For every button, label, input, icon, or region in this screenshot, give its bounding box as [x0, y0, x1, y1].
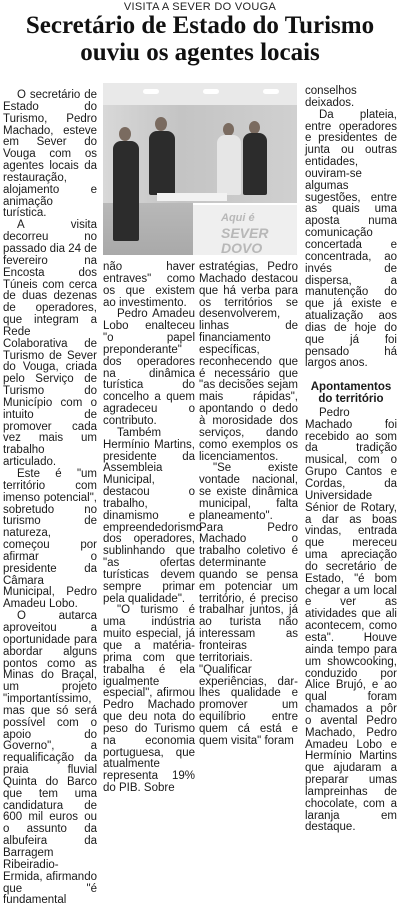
article-column-3 — [199, 262, 298, 748]
article-column-1 — [3, 90, 97, 907]
paragraph: "O turismo é uma indústria muito especial, já que a matéria-prima com que trabalha é ela igualmente especial", afirmou Pedro Machado que deu nota do peso do Turismo na economia portuguesa, que atualmente representa 19% do PIB. Sobre — [103, 604, 195, 795]
photo-lamp — [263, 89, 279, 94]
photo-person — [149, 131, 175, 195]
photo-person-head — [119, 127, 131, 141]
photo-cooking-table — [157, 193, 227, 201]
photo-person — [243, 133, 267, 195]
paragraph: Também Hermínio Martins, presidente da Assembleia Municipal, destacou o trabalho, dinamismo e empreendedorismo dos operadores, sublinhando que "as ofertas turísticas devem sempre primar pela qualidade". — [103, 426, 203, 605]
photo-person-head — [155, 117, 167, 131]
brand-line: DOVO — [221, 240, 263, 255]
brand-line: Aqui é — [221, 212, 255, 224]
headline-line-2: ouviu os agentes locais — [80, 39, 320, 66]
paragraph: A visita decorreu no passado dia 24 de fevereiro na Encosta dos Túneis com cerca de duas dezenas de operadores, que integram a Rede Colaborativa de Turismo de Sever do Vouga, criada pelo Serviço de Turismo do Município com o intuito de promover cada vez mais um trabalho articulado. — [3, 219, 97, 469]
photo-ceiling — [103, 83, 297, 105]
brand-line: SEVER — [221, 225, 269, 241]
article-column-2 — [103, 261, 203, 795]
article-kicker: VISITA A SEVER DO VOUGA — [123, 1, 277, 13]
photo-lamp — [143, 89, 159, 94]
paragraph: Pedro Amadeu Lobo enalteceu "o papel preponderante" dos operadores na dinâmica turística do concelho a quem agradeceu o contributo. — [103, 308, 195, 427]
paragraph: estratégias, Pedro Machado destacou que há verba para os territórios se desenvolverem, linhas de financiamento específicas, reconhecendo que é necessário que "as decisões sejam mais rápidas", apontando o dedo à morosidade dos serviços, dando como exemplos os licenciamentos. — [199, 261, 298, 463]
paragraph: Pedro Machado foi recebido ao som da tradição musical, com o Grupo Cantos e Cordas, da Universidade Sénior de Rotary, a dar as boas vindas, entrada que mereceu uma apreciação do secretário de Estado, "é bom chegar a um local e ver as atividades que ali acontecem, como esta". Houve ainda tempo para um showcooking, conduzido por Alice Brujó, e ao qual foram chamados a pôr o avental Pedro Machado, Pedro Amadeu Lobo e Hermínio Martins que ajudaram a preparar umas lampreinhas de chocolate, com a laranja em destaque. — [305, 406, 397, 834]
article-headline — [0, 12, 400, 66]
paragraph: "Se existe vontade nacional, se existe dinâmica municipal, falta planeamento". Para Pedro Machado o trabalho coletivo é determinante quando se pensa em potenciar um território, é preciso trabalhar juntos, já ao turista não interessam as fronteiras territoriais. "Qualificar experiências, dar-lhes qualidade e promover um equilíbrio entre quem cá está e quem visita" foram — [199, 462, 298, 747]
photo-brand-signage — [221, 211, 268, 255]
article-photo — [103, 83, 297, 255]
photo-person — [217, 135, 241, 195]
paragraph: conselhos deixados. — [305, 85, 357, 109]
paragraph: Este é "um território com imenso potencial", sobretudo no turismo de natureza, começou por afirmar o presidente da Câmara Municipal, Pedro Amadeu Lobo. — [3, 468, 97, 611]
paragraph: O secretário de Estado do Turismo, Pedro Machado, esteve em Sever do Vouga com os agentes locais da restauração, alojamento e animação turística. — [3, 89, 97, 220]
article-column-4 — [305, 86, 397, 834]
paragraph: O autarca aproveitou a oportunidade para abordar alguns pontos como as Minas do Braçal, um projeto "importantíssimo, mas que só será possível com o apoio do Governo", a requalificação da praia fluvial Quinta do Barco que tem uma candidatura de 600 mil euros ou o assunto da albufeira da Barragem Ribeiradio-Ermida, afirmando que "é fundamental — [3, 610, 97, 907]
headline-line-1: Secretário de Estado do Turismo — [25, 12, 375, 39]
photo-person — [113, 141, 139, 241]
paragraph: não haver entraves" como os que existem ao investimento. — [103, 261, 195, 309]
photo-lamp — [203, 89, 219, 94]
paragraph: Da plateia, entre operadores e presidentes de junta ou outras entidades, ouviram-se algumas sugestões, entre as quais uma aposta numa comunicação concertada e concentrada, ao invés de dispersa, a manutenção do que já existe e atualização aos dias de hoje do que já foi pensado há largos anos. — [305, 108, 397, 370]
subheading: Apontamentos do território — [310, 381, 392, 406]
